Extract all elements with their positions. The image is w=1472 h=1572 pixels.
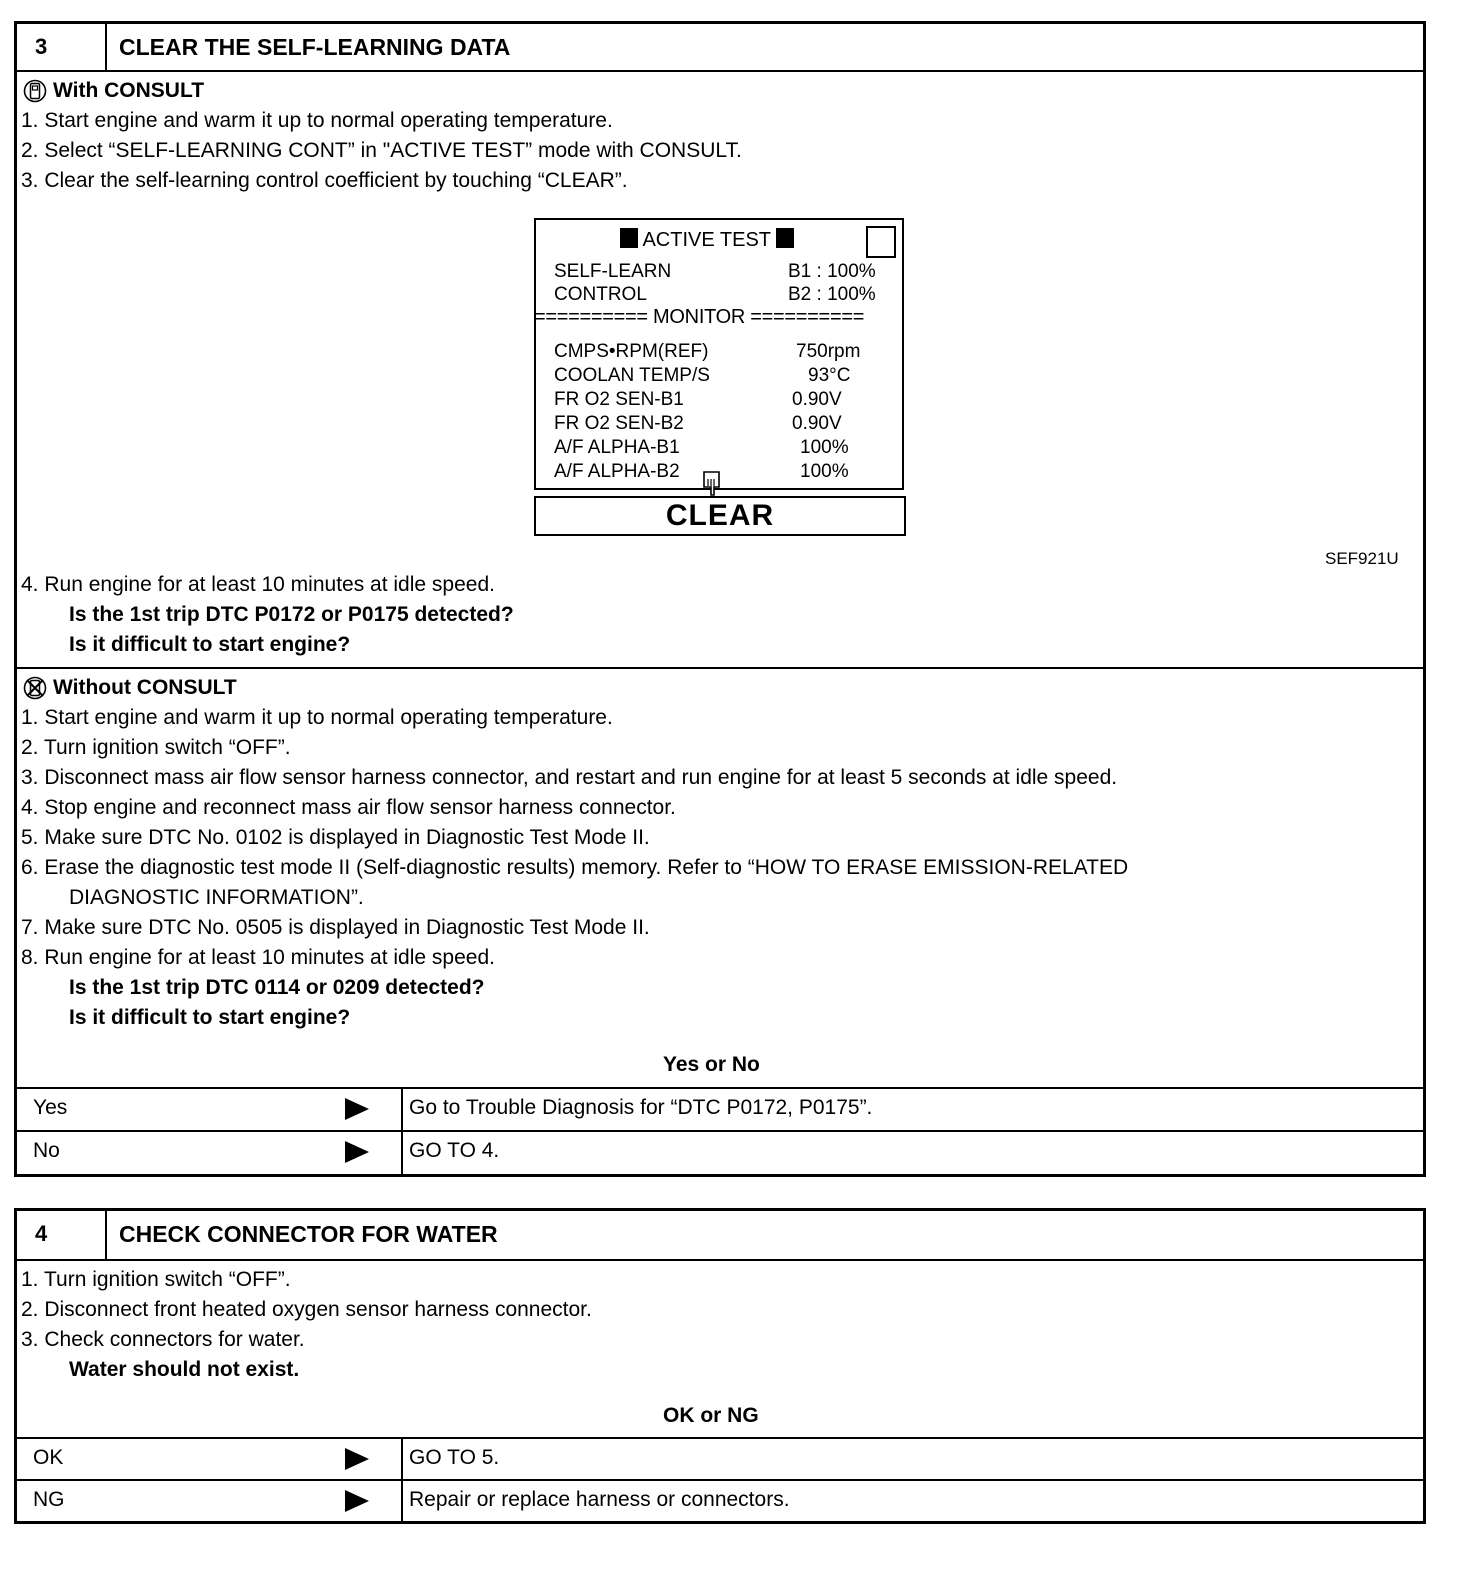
arrow-right-icon <box>345 1490 369 1512</box>
step4-item-2: 2. Disconnect front heated oxygen sensor harness connector. <box>21 1298 592 1321</box>
monitor-label: A/F ALPHA-B2 <box>554 461 680 482</box>
no-consult-step-6: 6. Erase the diagnostic test mode II (Self-diagnostic results) memory. Refer to “HOW TO ERASE EMISSION-RELATED <box>21 856 1129 879</box>
step-4-header <box>17 1211 1423 1261</box>
step-3-block <box>14 21 1426 1177</box>
block-marker-icon <box>776 228 794 248</box>
consult-step-2: 2. Select “SELF-LEARNING CONT” in "ACTIVE TEST” mode with CONSULT. <box>21 139 742 162</box>
block-marker-icon <box>620 228 638 248</box>
monitor-value: 750rpm <box>796 341 861 362</box>
no-consult-step-1: 1. Start engine and warm it up to normal operating temperature. <box>21 706 613 729</box>
no-consult-question: Is the 1st trip DTC 0114 or 0209 detected? <box>69 976 485 999</box>
with-consult-heading: With CONSULT <box>53 79 205 102</box>
outcome-answer-ok: OK <box>33 1446 64 1469</box>
figure-code: SEF921U <box>1325 549 1399 568</box>
monitor-label: A/F ALPHA-B1 <box>554 437 680 458</box>
outcome-answer-no: No <box>33 1139 60 1162</box>
step-4-block <box>14 1208 1426 1524</box>
b1-value: B1 : 100% <box>788 261 876 282</box>
monitor-value: 0.90V <box>792 389 842 410</box>
no-consult-step-8: 8. Run engine for at least 10 minutes at idle speed. <box>21 946 495 969</box>
consult-device-icon <box>23 79 47 103</box>
control-label: CONTROL <box>554 284 647 305</box>
consult-step-4: 4. Run engine for at least 10 minutes at idle speed. <box>21 573 495 596</box>
row-divider <box>17 1437 1423 1439</box>
step4-spec: Water should not exist. <box>69 1358 300 1381</box>
step-number: 3 <box>17 24 107 70</box>
monitor-value: 100% <box>800 437 849 458</box>
active-test-screen <box>534 218 906 536</box>
step-number: 4 <box>17 1211 107 1259</box>
row-divider <box>17 1087 1423 1089</box>
self-learn-label: SELF-LEARN <box>554 261 672 282</box>
consult-question: Is the 1st trip DTC P0172 or P0175 detected? <box>69 603 514 626</box>
arrow-right-icon <box>345 1448 369 1470</box>
step-3-header <box>17 24 1423 72</box>
monitor-label: FR O2 SEN-B1 <box>554 389 684 410</box>
row-divider <box>17 1130 1423 1132</box>
column-divider <box>401 1087 403 1177</box>
arrow-right-icon <box>345 1141 369 1163</box>
monitor-label: FR O2 SEN-B2 <box>554 413 684 434</box>
monitor-value: 93°C <box>808 365 851 386</box>
pointing-hand-icon <box>702 470 722 496</box>
outcome-action-yes: Go to Trouble Diagnosis for “DTC P0172, P0175”. <box>409 1096 873 1119</box>
section-divider <box>17 667 1423 669</box>
outcome-action-no: GO TO 4. <box>409 1139 500 1162</box>
no-consult-icon <box>23 676 47 700</box>
no-consult-step-4: 4. Stop engine and reconnect mass air flow sensor harness connector. <box>21 796 676 819</box>
monitor-label: CMPS•RPM(REF) <box>554 341 709 362</box>
row-divider <box>17 1479 1423 1481</box>
monitor-divider: ========== MONITOR ========== <box>534 306 865 328</box>
step4-item-1: 1. Turn ignition switch “OFF”. <box>21 1268 291 1291</box>
monitor-value: 100% <box>800 461 849 482</box>
no-consult-step-6-cont: DIAGNOSTIC INFORMATION”. <box>69 886 364 909</box>
step-title: CHECK CONNECTOR FOR WATER <box>119 1221 498 1247</box>
no-consult-step-7: 7. Make sure DTC No. 0505 is displayed in Diagnostic Test Mode II. <box>21 916 650 939</box>
no-consult-question: Is it difficult to start engine? <box>69 1006 351 1029</box>
outcome-action-ng: Repair or replace harness or connectors. <box>409 1488 790 1511</box>
arrow-right-icon <box>345 1098 369 1120</box>
screen-title: ACTIVE TEST <box>620 228 794 252</box>
consult-question: Is it difficult to start engine? <box>69 633 351 656</box>
consult-step-3: 3. Clear the self-learning control coefficient by touching “CLEAR”. <box>21 169 628 192</box>
screen-display <box>534 218 904 490</box>
screen-corner-box <box>866 226 896 258</box>
no-consult-step-3: 3. Disconnect mass air flow sensor harness connector, and restart and run engine for at least 5 seconds at idle speed. <box>21 766 1118 789</box>
monitor-value: 0.90V <box>792 413 842 434</box>
outcome-answer-yes: Yes <box>33 1096 68 1119</box>
outcome-answer-ng: NG <box>33 1488 65 1511</box>
step4-item-3: 3. Check connectors for water. <box>21 1328 305 1351</box>
decision-label: OK or NG <box>663 1404 759 1427</box>
outcome-action-ok: GO TO 5. <box>409 1446 500 1469</box>
consult-step-1: 1. Start engine and warm it up to normal operating temperature. <box>21 109 613 132</box>
clear-button[interactable]: CLEAR <box>534 496 906 536</box>
monitor-label: COOLAN TEMP/S <box>554 365 710 386</box>
step-title: CLEAR THE SELF-LEARNING DATA <box>119 34 511 60</box>
no-consult-step-2: 2. Turn ignition switch “OFF”. <box>21 736 291 759</box>
no-consult-step-5: 5. Make sure DTC No. 0102 is displayed in Diagnostic Test Mode II. <box>21 826 650 849</box>
b2-value: B2 : 100% <box>788 284 876 305</box>
without-consult-heading: Without CONSULT <box>53 676 237 699</box>
decision-label: Yes or No <box>663 1053 760 1076</box>
